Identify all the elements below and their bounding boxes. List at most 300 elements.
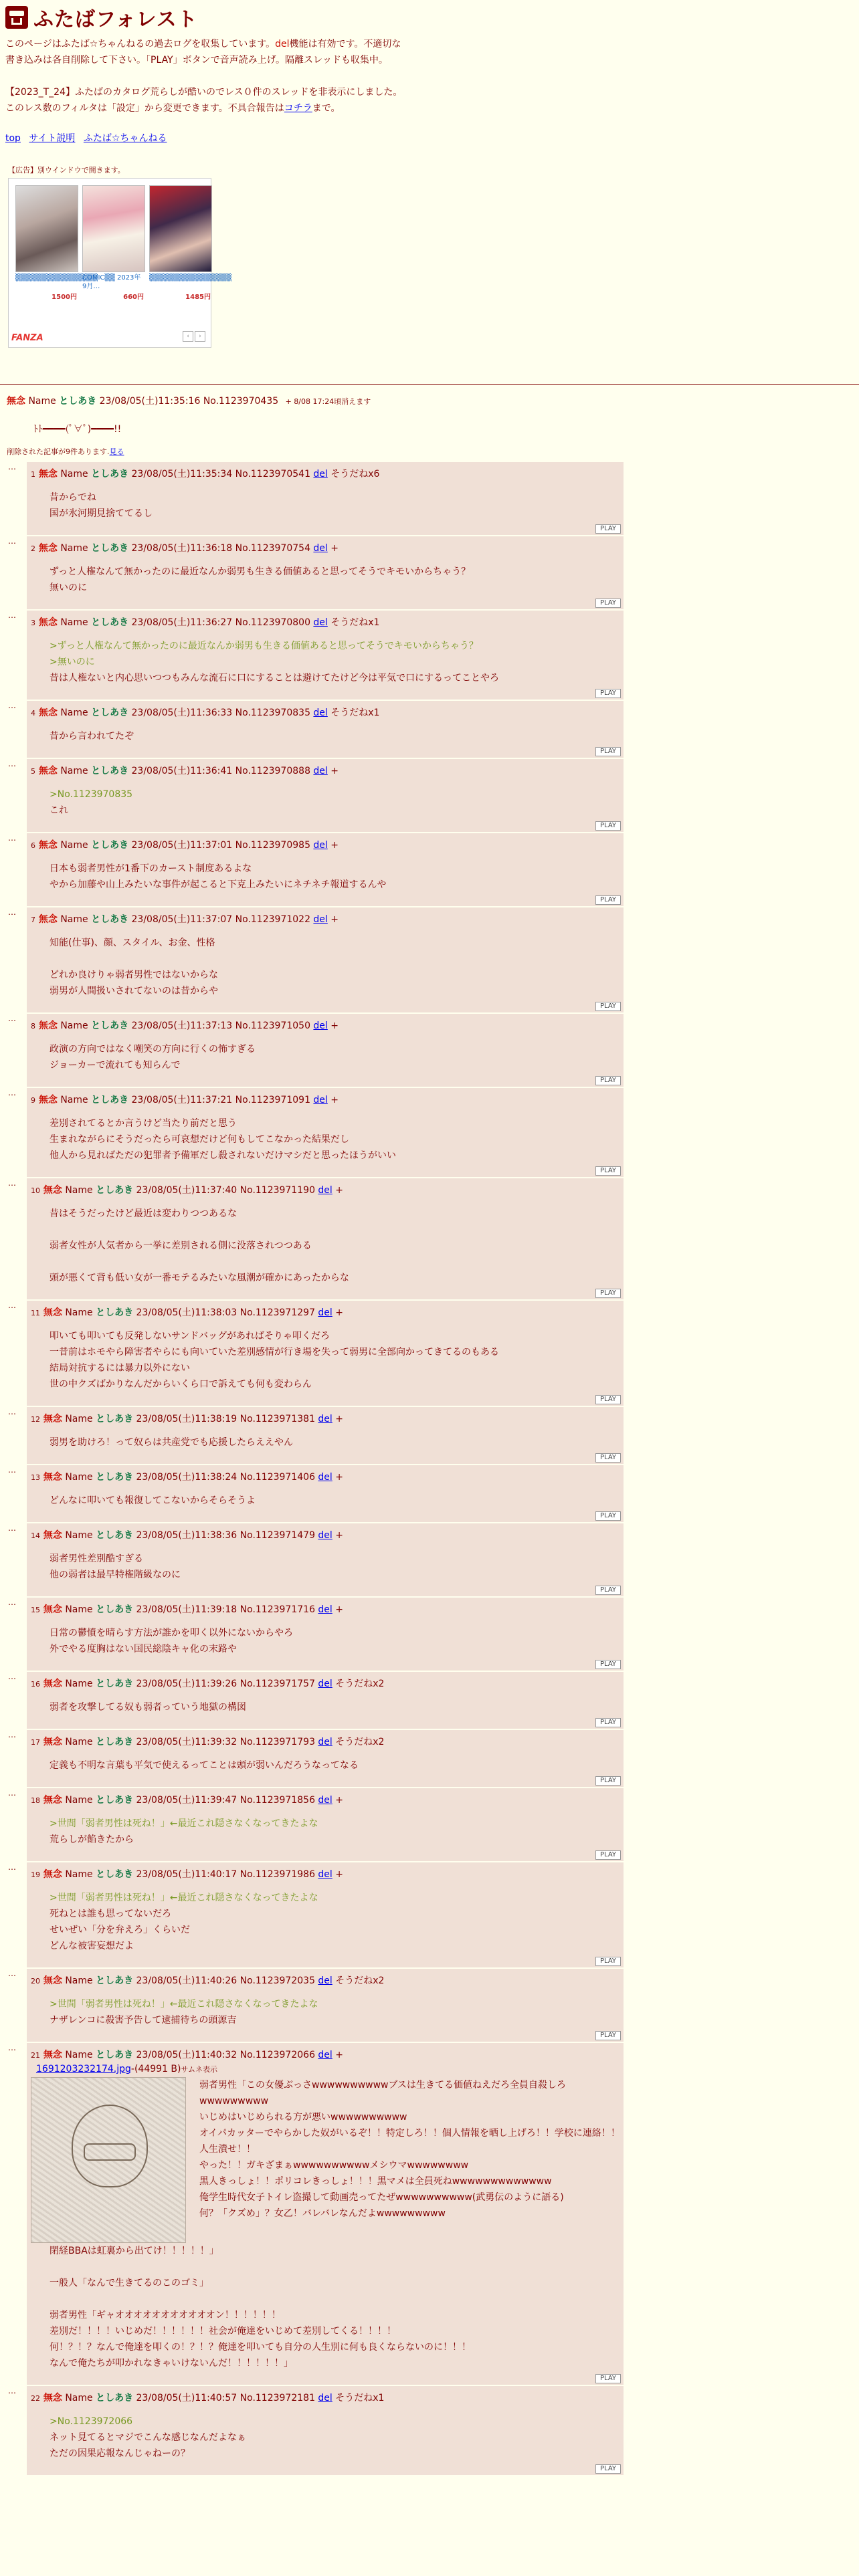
body-line: やから加藤や山上みたいな事件が起こると下克上みたいにネチネチ報道するんや: [50, 879, 387, 890]
reply-number[interactable]: No.1123971406: [240, 1472, 318, 1483]
ad-next-button[interactable]: ›: [195, 331, 205, 342]
reply-body: [50, 1206, 621, 1286]
ad-box: [8, 178, 232, 348]
reply-name: としあき: [91, 914, 129, 925]
sodane-button[interactable]: +: [332, 1869, 343, 1880]
reply-dots: …: [8, 2386, 16, 2395]
reply-body: [50, 1699, 621, 1715]
delete-link[interactable]: del: [318, 2050, 332, 2060]
reply: [27, 759, 624, 832]
reply-body: [50, 490, 621, 522]
body-line: 世の中クズばかりなんだからいくら口で訴えても何も変わらん: [50, 1379, 312, 1390]
play-row: [31, 1395, 621, 1404]
reply-thumbnail-image[interactable]: [31, 2077, 186, 2243]
body-line: 弱者男性「この女優ぶっさwwwwwwwwwwブスは生きてる価値ねえだろ全員自殺しろwwwwwwwww: [199, 2080, 566, 2107]
reply-list: [0, 462, 859, 2475]
body-line: やった！！ガキざまぁwwwwwwwwwwメシウマwwwwwwww: [199, 2160, 469, 2171]
reply-row: [0, 536, 859, 609]
reply-dots: …: [8, 536, 16, 546]
play-button[interactable]: PLAY: [595, 2464, 621, 2474]
reply: [27, 907, 624, 1012]
reply-dots: …: [8, 611, 16, 620]
play-button[interactable]: PLAY: [595, 1076, 621, 1085]
reply-index: 10: [31, 1186, 40, 1195]
reply-body: [50, 728, 621, 744]
sodane-button[interactable]: そうだねx1: [332, 2393, 385, 2403]
play-row: [31, 599, 621, 608]
reply-body: [50, 1551, 621, 1583]
delete-link[interactable]: del: [313, 469, 328, 479]
reply-number[interactable]: No.1123970754: [235, 543, 314, 554]
reply-name-label: Name: [57, 469, 92, 479]
reply-header: [31, 1184, 621, 1198]
reply-date: 23/08/05(土)11:38:36: [133, 1530, 240, 1541]
sodane-button[interactable]: +: [332, 2050, 343, 2060]
reply-name-label: Name: [57, 840, 92, 851]
op-name-label: Name: [28, 396, 56, 407]
play-button[interactable]: PLAY: [595, 1776, 621, 1786]
sodane-button[interactable]: +: [332, 1414, 343, 1424]
reply: [27, 2043, 624, 2385]
reply-date: 23/08/05(土)11:37:21: [128, 1095, 235, 1105]
op-name: としあき: [59, 396, 97, 407]
reply-subject: 無念: [40, 1604, 62, 1615]
body-line: 生まれながらにそうだったら可哀想だけど何もしてこなかった結果だし: [50, 1134, 349, 1145]
play-row: [31, 1718, 621, 1727]
quote-line: >無いのに: [50, 657, 95, 667]
reply-row: [0, 1788, 859, 1861]
reply-subject: 無念: [40, 1530, 62, 1541]
reply-index: 12: [31, 1415, 40, 1424]
reply-row: [0, 1407, 859, 1464]
ad-image[interactable]: [82, 185, 145, 272]
reply-name-label: Name: [62, 2393, 96, 2403]
delete-link[interactable]: del: [318, 1604, 332, 1615]
body-line: 弱男を助けろ！って奴らは共産党でも応援したらええやん: [50, 1437, 293, 1448]
play-row: [31, 1511, 621, 1521]
reply-number[interactable]: No.1123971297: [240, 1307, 318, 1318]
body-line: 昔は人権ないと内心思いつつもみんな流石に口にすることは避けてたけど今は平気で口にするってことやろ: [50, 673, 499, 683]
body-line: 国が氷河期見捨ててるし: [50, 508, 153, 519]
reply-body: [50, 1328, 621, 1392]
reply-name: としあき: [91, 543, 129, 554]
reply-header: [31, 706, 621, 720]
sodane-button[interactable]: +: [327, 1021, 339, 1031]
play-button[interactable]: PLAY: [595, 1850, 621, 1860]
reply-date: 23/08/05(土)11:36:33: [128, 708, 235, 718]
reply-body: [50, 564, 621, 596]
reply-date: 23/08/05(土)11:39:47: [133, 1795, 240, 1806]
reply-row: [0, 907, 859, 1012]
reply: [27, 462, 624, 535]
reply-body: [50, 1816, 621, 1848]
reply-index: 15: [31, 1606, 40, 1614]
reply-number[interactable]: No.1123971716: [240, 1604, 318, 1615]
reply-name: としあき: [91, 708, 129, 718]
play-button[interactable]: PLAY: [595, 1002, 621, 1011]
nav-about-link[interactable]: サイト説明: [29, 133, 76, 144]
reply-number[interactable]: No.1123972066: [240, 2050, 318, 2060]
reply-name: としあき: [96, 2393, 134, 2403]
reply: [27, 701, 624, 758]
body-line: 日本も弱者男性が1番下のカースト制度あるよな: [50, 863, 252, 874]
reply-index: 21: [31, 2051, 40, 2060]
ad-image[interactable]: [149, 185, 212, 272]
ad-item[interactable]: [15, 185, 98, 301]
nav-futaba-link[interactable]: ふたば☆ちゃんねる: [83, 133, 167, 144]
reply-number[interactable]: No.1123970541: [235, 469, 314, 479]
reply-subject: 無念: [35, 914, 58, 925]
play-row: [31, 895, 621, 905]
play-button[interactable]: PLAY: [595, 1395, 621, 1404]
quote-line: >世間「弱者男性は死ね！」←最近これ隠さなくなってきたよな: [50, 1818, 318, 1829]
ad-item[interactable]: [82, 185, 144, 301]
reply-row: [0, 833, 859, 906]
reply-number[interactable]: No.1123970800: [235, 617, 314, 628]
delete-link[interactable]: del: [313, 1095, 328, 1105]
delete-link[interactable]: del: [318, 1307, 332, 1318]
reply-number[interactable]: No.1123971757: [240, 1679, 318, 1689]
sodane-button[interactable]: +: [327, 1095, 339, 1105]
sodane-button[interactable]: +: [327, 914, 339, 925]
bug-report-link[interactable]: コチラ: [284, 103, 312, 114]
body-line: 他の弱者は最早特権階級なのに: [50, 1570, 181, 1580]
play-button[interactable]: PLAY: [595, 689, 621, 698]
delete-link[interactable]: del: [318, 1975, 332, 1986]
reply-header: [31, 1868, 621, 1882]
reply-name-label: Name: [62, 1472, 96, 1483]
reply-header: [31, 1471, 621, 1485]
body-line: なんで俺たちが叩かれなきゃいけないんだ！！！！！！」: [50, 2358, 293, 2369]
show-deleted-link[interactable]: 見る: [109, 447, 124, 456]
play-button[interactable]: PLAY: [595, 1511, 621, 1521]
reply-index: 20: [31, 1977, 40, 1985]
sodane-button[interactable]: +: [327, 543, 339, 554]
sodane-button[interactable]: そうだねx2: [332, 1737, 385, 1747]
reply-name: としあき: [96, 1307, 134, 1318]
reply-body: [50, 861, 621, 893]
reply-number[interactable]: No.1123971986: [240, 1869, 318, 1880]
quote-line: >No.1123972066: [50, 2416, 133, 2427]
play-button[interactable]: PLAY: [595, 1289, 621, 1298]
play-button[interactable]: PLAY: [595, 524, 621, 534]
reply-subject: 無念: [40, 1185, 62, 1196]
reply-index: 14: [31, 1531, 40, 1540]
body-line: 叩いても叩いても反発しないサンドバッグがあればそりゃ叩くだろ: [50, 1331, 330, 1341]
play-button[interactable]: PLAY: [595, 1957, 621, 1966]
play-button[interactable]: PLAY: [595, 1586, 621, 1595]
reply-name-label: Name: [57, 617, 92, 628]
sodane-button[interactable]: +: [332, 1307, 343, 1318]
fanza-logo[interactable]: FANZA: [11, 333, 43, 343]
reply-dots: …: [8, 2043, 16, 2052]
reply: [27, 1407, 624, 1464]
delete-link[interactable]: del: [318, 1679, 332, 1689]
reply-subject: 無念: [40, 1737, 62, 1747]
reply: [27, 1730, 624, 1787]
ad-title[interactable]: COMIC▒▒ 2023年9月…: [82, 274, 141, 290]
intro-text-2b: まで。: [312, 103, 341, 114]
reply-number[interactable]: No.1123971190: [240, 1185, 318, 1196]
reply-dots: …: [8, 701, 16, 710]
reply-number[interactable]: No.1123971793: [240, 1737, 318, 1747]
reply-header: [31, 764, 621, 778]
play-row: [31, 1957, 621, 1966]
reply: [27, 1178, 624, 1299]
play-button[interactable]: PLAY: [595, 895, 621, 905]
delete-link[interactable]: del: [318, 2393, 332, 2403]
reply-number[interactable]: No.1123970985: [235, 840, 314, 851]
reply-index: 1: [31, 470, 35, 479]
sodane-button[interactable]: +: [332, 1530, 343, 1541]
op-body: ﾄﾄ━━━━(ﾟ∀ﾟ)━━━━!!: [33, 424, 122, 435]
reply-subject: 無念: [40, 1975, 62, 1986]
delete-link[interactable]: del: [313, 914, 328, 925]
play-button[interactable]: PLAY: [595, 1660, 621, 1669]
reply-name-label: Name: [62, 1679, 96, 1689]
body-line: 一昔前はホモやら障害者やらにも向いていた差別感情が行き場を失って弱男に全部向かってきてるのもある: [50, 1347, 499, 1358]
header: [0, 0, 859, 348]
reply-row: [0, 1301, 859, 1406]
play-button[interactable]: PLAY: [595, 1453, 621, 1463]
thumbnail-toggle[interactable]: サムネ表示: [181, 2065, 217, 2074]
intro-del-word: del: [275, 39, 290, 49]
reply-name: としあき: [91, 1095, 129, 1105]
body-line: どんな被害妄想だよ: [50, 1941, 134, 1951]
reply-header: [31, 1306, 621, 1320]
sodane-button[interactable]: +: [332, 1472, 343, 1483]
quote-line: >世間「弱者男性は死ね！」←最近これ隠さなくなってきたよな: [50, 1999, 318, 2010]
image-file-link[interactable]: 1691203232174.jpg: [36, 2064, 131, 2074]
play-row: [31, 1002, 621, 1011]
sodane-button[interactable]: +: [332, 1604, 343, 1615]
body-line: どれか良けりゃ弱者男性ではないからな: [50, 970, 218, 980]
reply: [27, 1014, 624, 1087]
body-line: 定義も不明な言葉も平気で使えるってことは頭が弱いんだろうなってなる: [50, 1760, 359, 1771]
reply-row: [0, 1969, 859, 2042]
reply-name: としあき: [96, 1414, 134, 1424]
reply-dots: …: [8, 1088, 16, 1097]
sodane-button[interactable]: そうだねx2: [332, 1975, 385, 1986]
sodane-button[interactable]: そうだねx6: [327, 469, 380, 479]
reply-dots: …: [8, 1862, 16, 1872]
reply-row: [0, 1730, 859, 1787]
reply-date: 23/08/05(土)11:35:34: [128, 469, 235, 479]
reply-header: [31, 467, 621, 481]
body-line: 弱男が人間扱いされてないのは昔からや: [50, 986, 218, 996]
reply-number[interactable]: No.1123971050: [235, 1021, 314, 1031]
play-row: [31, 1076, 621, 1085]
delete-link[interactable]: del: [318, 1737, 332, 1747]
sodane-button[interactable]: そうだねx1: [327, 617, 380, 628]
reply: [27, 1672, 624, 1729]
reply-number[interactable]: No.1123971856: [240, 1795, 318, 1806]
reply-name: としあき: [96, 1795, 134, 1806]
deleted-note-text: 削除された記事が9件あります.: [7, 447, 110, 456]
body-line: 黒人きっしょ！！ポリコレきっしょ！！！黒マメは全員死ねwwwwwwwwwwwww: [199, 2176, 552, 2187]
reply-name: としあき: [96, 1472, 134, 1483]
play-row: [31, 689, 621, 698]
reply-body: [50, 1625, 621, 1657]
nav-top-link[interactable]: top: [5, 133, 21, 144]
delete-link[interactable]: del: [313, 1021, 328, 1031]
play-button[interactable]: PLAY: [595, 2031, 621, 2040]
op-expire: + 8/08 17:24頃消えます: [285, 397, 371, 406]
reply-subject: 無念: [40, 1472, 62, 1483]
delete-link[interactable]: del: [313, 708, 328, 718]
reply-row: [0, 611, 859, 700]
play-row: [31, 1166, 621, 1176]
reply-body: [50, 1041, 621, 1073]
delete-link[interactable]: del: [318, 1530, 332, 1541]
play-row: [31, 747, 621, 756]
sodane-button[interactable]: そうだねx1: [327, 708, 380, 718]
body-line: 昔はそうだったけど最近は変わりつつあるな: [50, 1208, 237, 1219]
reply-subject: 無念: [40, 1307, 62, 1318]
reply: [27, 1465, 624, 1522]
reply-row: [0, 701, 859, 758]
reply-subject: 無念: [35, 1021, 58, 1031]
body-line: これ: [50, 805, 68, 816]
body-line: 昔からでね: [50, 492, 96, 503]
reply-name-label: Name: [57, 766, 92, 776]
reply-index: 16: [31, 1680, 40, 1689]
ad-prev-button[interactable]: ‹: [183, 331, 193, 342]
reply-subject: 無念: [40, 1795, 62, 1806]
reply-date: 23/08/05(土)11:37:40: [133, 1185, 240, 1196]
body-line: 弱者男性差別酷すぎる: [50, 1553, 143, 1564]
reply: [27, 1598, 624, 1671]
play-button[interactable]: PLAY: [595, 2374, 621, 2383]
body-line: 差別されてるとか言うけど当たり前だと思う: [50, 1118, 237, 1129]
body-line: いじめはいじめられる方が悪いwwwwwwwwww: [199, 2112, 407, 2123]
play-row: [31, 1776, 621, 1786]
reply-name-label: Name: [62, 1869, 96, 1880]
delete-link[interactable]: del: [318, 1185, 332, 1196]
body-line: 弱者男性「ギャオオオオオオオオオオオン！！！！！！: [50, 2310, 281, 2321]
play-button[interactable]: PLAY: [595, 599, 621, 608]
reply-number[interactable]: No.1123971091: [235, 1095, 314, 1105]
delete-link[interactable]: del: [318, 1795, 332, 1806]
play-row: [31, 524, 621, 534]
sodane-button[interactable]: +: [327, 840, 339, 851]
reply-body: [50, 1996, 621, 2028]
sodane-button[interactable]: +: [327, 766, 339, 776]
reply-subject: 無念: [35, 469, 58, 479]
reply-number[interactable]: No.1123970835: [235, 708, 314, 718]
reply-dots: …: [8, 1598, 16, 1607]
play-row: [31, 1289, 621, 1298]
body-line: 俺学生時代女子トイレ盗撮して動画売ってたぜwwwwwwwwww(武勇伝のように語る): [199, 2192, 564, 2203]
reply-name: としあき: [91, 1021, 129, 1031]
body-line: せいぜい「分を弁えろ」くらいだ: [50, 1925, 190, 1935]
play-row: [31, 2031, 621, 2040]
reply-name: としあき: [96, 1530, 134, 1541]
reply-dots: …: [8, 1014, 16, 1023]
reply-body: [50, 638, 621, 686]
reply-date: 23/08/05(土)11:36:41: [128, 766, 235, 776]
body-line: ジョーカーで流れても知らんで: [50, 1060, 181, 1071]
ad-item[interactable]: [149, 185, 232, 301]
body-line: 昔から言われてたぞ: [50, 731, 134, 742]
ad-image[interactable]: [15, 185, 78, 272]
reply-number[interactable]: No.1123971381: [240, 1414, 318, 1424]
reply-header: [31, 1603, 621, 1617]
play-button[interactable]: PLAY: [595, 747, 621, 756]
site-title[interactable]: ふたばフォレスト: [33, 8, 198, 31]
reply-number[interactable]: No.1123970888: [235, 766, 314, 776]
reply-name: としあき: [91, 840, 129, 851]
body-line: 差別だ！！！！いじめだ！！！！！！社会が俺達をいじめて差別してくる！！！！: [50, 2326, 396, 2337]
reply: [27, 611, 624, 700]
reply-subject: 無念: [35, 617, 58, 628]
intro-text-2: 【2023_T_24】ふたばのカタログ荒らしが酷いのでレス０件のスレッドを非表示にしました。このレス数のフィルタは「設定」から変更できます。不具合報告は: [5, 87, 403, 114]
sodane-button[interactable]: そうだねx2: [332, 1679, 385, 1689]
reply-name-label: Name: [57, 543, 92, 554]
reply-number[interactable]: No.1123972035: [240, 1975, 318, 1986]
reply-name: としあき: [91, 766, 129, 776]
reply-number[interactable]: No.1123971479: [240, 1530, 318, 1541]
quote-line: >世間「弱者男性は死ね！」←最近これ隠さなくなってきたよな: [50, 1893, 318, 1903]
delete-link[interactable]: del: [318, 1414, 332, 1424]
reply-date: 23/08/05(土)11:36:18: [128, 543, 235, 554]
reply-name: としあき: [96, 1679, 134, 1689]
reply-dots: …: [8, 1407, 16, 1416]
ad-title[interactable]: ▒▒▒▒▒▒▒▒▒▒▒▒▒▒▒▒: [149, 274, 232, 282]
reply-name-label: Name: [57, 708, 92, 718]
delete-link[interactable]: del: [318, 1472, 332, 1483]
reply-header: [31, 1677, 621, 1691]
play-button[interactable]: PLAY: [595, 1166, 621, 1176]
reply-header: [31, 1974, 621, 1988]
sodane-button[interactable]: +: [332, 1185, 343, 1196]
delete-link[interactable]: del: [313, 766, 328, 776]
reply-subject: 無念: [40, 1679, 62, 1689]
reply-index: 8: [31, 1022, 35, 1031]
body-line: 日常の鬱憤を晴らす方法が誰かを叩く以外にないからやろ: [50, 1628, 293, 1638]
reply-name: としあき: [91, 469, 129, 479]
delete-link[interactable]: del: [318, 1869, 332, 1880]
delete-link[interactable]: del: [313, 543, 328, 554]
play-row: [31, 2464, 621, 2474]
reply-name: としあき: [96, 1737, 134, 1747]
sodane-button[interactable]: +: [332, 1795, 343, 1806]
reply-subject: 無念: [40, 2393, 62, 2403]
reply-name-label: Name: [62, 1530, 96, 1541]
play-button[interactable]: PLAY: [595, 1718, 621, 1727]
reply-name: としあき: [91, 617, 129, 628]
quote-line: >ずっと人権なんて無かったのに最近なんか弱男も生きる価値あると思ってそうでキモいからちゃう？: [50, 641, 478, 651]
delete-link[interactable]: del: [313, 840, 328, 851]
reply-header: [31, 1019, 621, 1033]
op-number[interactable]: No.1123970435: [203, 396, 279, 407]
reply-number[interactable]: No.1123971022: [235, 914, 314, 925]
reply-dots: …: [8, 1969, 16, 1978]
ad-title[interactable]: ▒▒▒▒▒▒▒▒▒▒▒▒▒▒▒▒: [15, 274, 98, 282]
reply-date: 23/08/05(土)11:40:17: [133, 1869, 240, 1880]
site-logo-icon[interactable]: [5, 6, 28, 29]
play-row: [31, 1850, 621, 1860]
body-line: 一般人「なんで生きてるのこのゴミ」: [50, 2278, 209, 2288]
reply-date: 23/08/05(土)11:40:57: [133, 2393, 240, 2403]
play-button[interactable]: PLAY: [595, 821, 621, 831]
reply-number[interactable]: No.1123972181: [240, 2393, 318, 2403]
delete-link[interactable]: del: [313, 617, 328, 628]
reply-dots: …: [8, 1178, 16, 1188]
intro-text: [5, 36, 407, 116]
body-line: 何？「クズめ」？女乙！バレバレなんだよwwwwwwwww: [199, 2208, 446, 2219]
reply-name-label: Name: [57, 914, 92, 925]
